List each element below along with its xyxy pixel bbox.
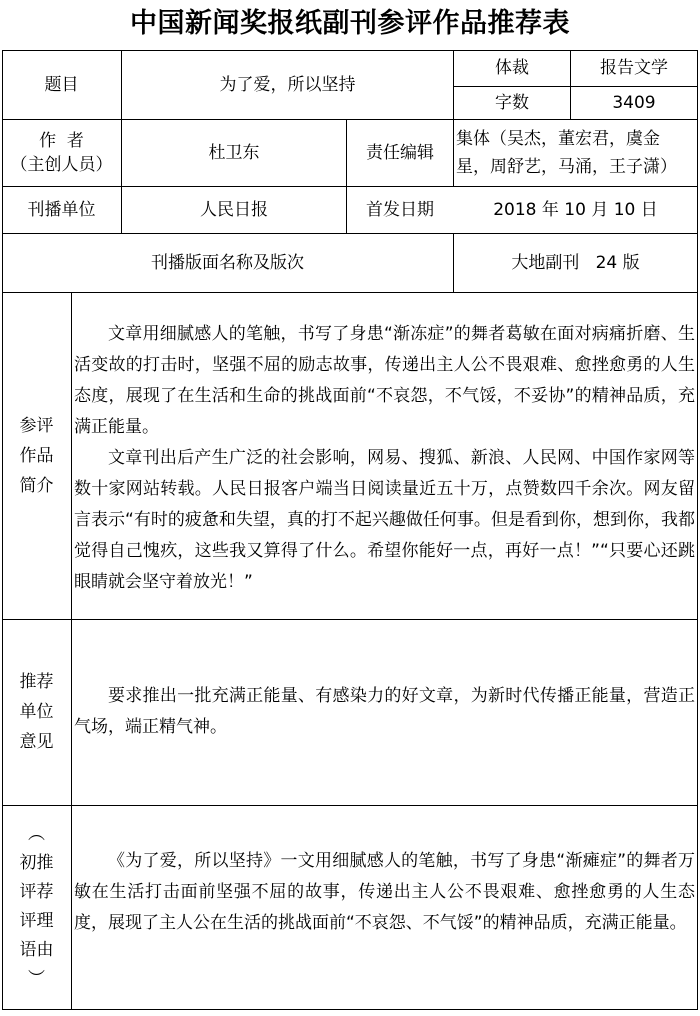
author-label-line1: 作 者 [39, 130, 84, 151]
review-label-line: 评荐 [19, 882, 54, 902]
genre-label: 体裁 [495, 58, 529, 78]
review-label-line: 语由 [19, 940, 54, 960]
date-value: 2018 年 10 月 10 日 [493, 199, 658, 220]
review-label-bracket: ︵ [28, 824, 45, 844]
publisher-value: 人民日报 [200, 199, 268, 220]
title-value: 为了爱，所以坚持 [219, 74, 356, 95]
page-label: 刊播版面名称及版次 [151, 252, 304, 273]
review-label [2, 805, 71, 1009]
wordcount-label: 字数 [495, 93, 529, 113]
review-label-line: 评理 [19, 911, 54, 931]
recommend-label [2, 619, 71, 805]
intro-paragraph: 文章刊出后产生广泛的社会影响，网易、搜狐、新浪、人民网、中国作家网等数十家网站转载。人民日报客户端当日阅读量近五十万，点赞数四千余次。网友留言表示“有时的疲惫和失望，真的打不起兴趣做任何事。但是看到你，想到你，我都觉得自己愧疚，这些我又算得了什么。希望你能好一点，再好一点！”“只要心还跳眼睛就会坚守着放光！” [74, 448, 695, 592]
recommend-label-line: 单位 [19, 702, 54, 722]
author-value: 杜卫东 [208, 142, 260, 163]
review-paragraph: 《为了爱，所以坚持》一文用细腻感人的笔触，书写了身患“渐瘫症”的舞者万敏在生活打击面前坚强不屈的故事，传递出主人公不畏艰难、愈挫愈勇的人生态度，展现了主人公在生活的挑战面前“不哀怨、不气馁”的精神品质，充满正能量。 [74, 851, 695, 933]
page-value: 大地副刊 24 版 [511, 252, 640, 273]
intro-paragraph: 文章用细腻感人的笔触，书写了身患“渐冻症”的舞者葛敏在面对病痛折磨、生活变故的打击时，坚强不屈的励志故事，传递出主人公不畏艰难、愈挫愈勇的人生态度，展现了在生活和生命的挑战面前“不哀怨，不气馁，不妥协”的精神品质，充满正能量。 [74, 324, 695, 437]
document-title: 中国新闻奖报纸副刊参评作品推荐表 [130, 8, 570, 39]
intro-label-line: 作品 [19, 445, 54, 466]
date-label: 首发日期 [366, 199, 434, 220]
genre-value: 报告文学 [600, 58, 668, 78]
author-label [2, 119, 121, 186]
review-text [74, 846, 695, 939]
recommend-paragraph: 要求推出一批充满正能量、有感染力的好文章，为新时代传播正能量，营造正气场，端正精气神。 [74, 686, 695, 737]
wordcount-value: 3409 [612, 93, 656, 113]
recommend-label-line: 意见 [19, 732, 54, 752]
editor-label: 责任编辑 [366, 142, 434, 163]
editor-value-line2: 星，周舒艺，马涌，王子潇） [456, 156, 677, 177]
intro-label [2, 292, 71, 619]
intro-label-line: 参评 [19, 415, 54, 436]
intro-label-line: 简介 [19, 475, 54, 496]
title-label: 题目 [44, 74, 79, 95]
intro-text [74, 319, 695, 598]
recommend-text [74, 681, 695, 743]
publisher-label: 刊播单位 [27, 199, 96, 220]
editor-value-line1: 集体（吴杰，董宏君，虞金 [456, 128, 660, 149]
review-label-bracket: ︶ [28, 969, 45, 989]
editor-value [454, 119, 697, 186]
author-label-line2: （主创人员） [10, 154, 113, 175]
recommend-label-line: 推荐 [19, 672, 54, 692]
review-label-line: 初推 [19, 853, 54, 873]
